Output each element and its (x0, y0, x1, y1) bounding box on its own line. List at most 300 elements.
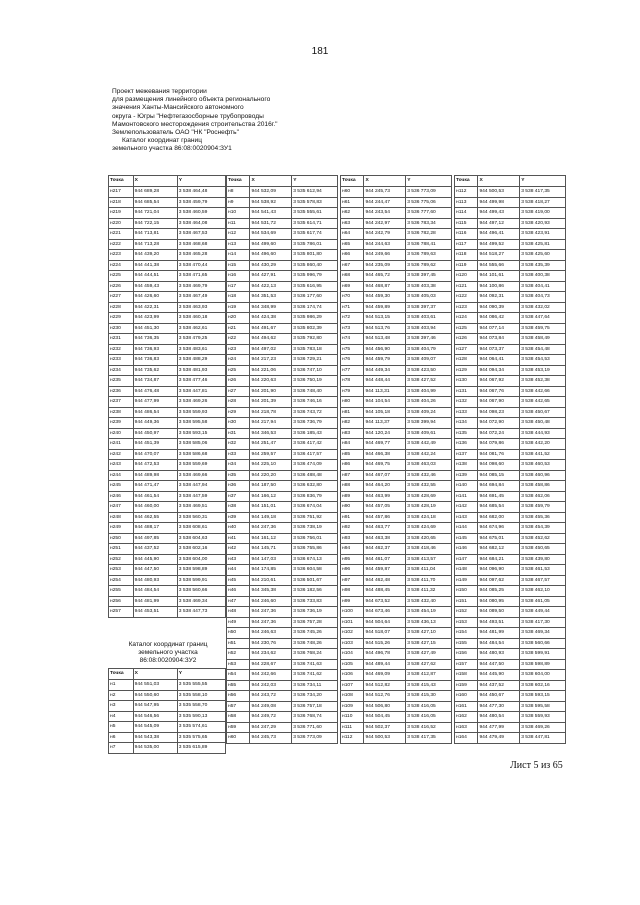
catalog2-title (108, 641, 228, 665)
y-coordinate-cell: 3 538 411,04 (406, 565, 452, 576)
y-coordinate-cell: 3 535 802,39 (292, 323, 338, 334)
x-coordinate-cell: 944 673,46 (364, 607, 406, 618)
column-header: Точка (227, 176, 250, 187)
y-coordinate-cell: 3 538 470,44 (177, 260, 225, 271)
y-coordinate-cell: 3 535 612,94 (292, 187, 338, 198)
point-id-cell: н100 (341, 607, 364, 618)
point-id-cell: н155 (455, 638, 478, 649)
y-coordinate-cell: 3 536 751,92 (292, 512, 338, 523)
point-id-cell: н252 (109, 554, 134, 565)
table-row (227, 292, 338, 303)
table-row (227, 439, 338, 450)
y-coordinate-cell: 3 538 419,00 (520, 208, 566, 219)
x-coordinate-cell: 944 484,54 (133, 586, 177, 597)
table-row (227, 260, 338, 271)
x-coordinate-cell: 944 494,62 (250, 334, 292, 345)
table-row (227, 239, 338, 250)
table-row (341, 533, 452, 544)
point-id-cell: н12 (227, 229, 250, 240)
y-coordinate-cell: 3 538 585,06 (177, 439, 225, 450)
table-header-row (109, 176, 226, 187)
x-coordinate-cell: 944 210,61 (250, 575, 292, 586)
point-id-cell: н94 (341, 544, 364, 555)
x-coordinate-cell: 944 259,57 (250, 449, 292, 460)
table-row (109, 439, 226, 450)
table-row (455, 733, 566, 744)
table-row (455, 187, 566, 198)
table-row (341, 323, 452, 334)
y-coordinate-cell: 3 538 595,58 (520, 701, 566, 712)
point-id-cell: н239 (109, 418, 134, 429)
table-row (341, 491, 452, 502)
y-coordinate-cell: 3 536 604,58 (292, 565, 338, 576)
point-id-cell: н246 (109, 491, 134, 502)
x-coordinate-cell: 944 064,41 (478, 355, 520, 366)
table-row (109, 239, 226, 250)
y-coordinate-cell: 3 538 416,05 (406, 712, 452, 723)
y-coordinate-cell: 3 536 756,01 (292, 533, 338, 544)
table-row (455, 344, 566, 355)
point-id-cell: н238 (109, 407, 134, 418)
y-coordinate-cell: 3 536 741,63 (292, 659, 338, 670)
point-id-cell: н220 (109, 218, 134, 229)
y-coordinate-cell: 3 538 464,48 (177, 187, 225, 198)
table-row (227, 407, 338, 418)
x-coordinate-cell: 944 242,03 (250, 680, 292, 691)
table-row (455, 701, 566, 712)
y-coordinate-cell: 3 538 468,68 (177, 239, 225, 250)
y-coordinate-cell: 3 538 423,50 (406, 365, 452, 376)
y-coordinate-cell: 3 538 447,94 (177, 481, 225, 492)
x-coordinate-cell: 944 463,38 (364, 533, 406, 544)
y-coordinate-cell: 3 538 604,63 (177, 533, 225, 544)
header-line: Мамонтовского месторождения строительства 2016г." (112, 120, 278, 128)
y-coordinate-cell: 3 538 460,59 (177, 208, 225, 219)
y-coordinate-cell: 3 538 436,13 (406, 617, 452, 628)
table-row (109, 292, 226, 303)
y-coordinate-cell: 3 536 783,34 (406, 218, 452, 229)
column-header: Точка (455, 176, 478, 187)
y-coordinate-cell: 3 538 435,39 (520, 260, 566, 271)
y-coordinate-cell: 3 538 604,00 (520, 670, 566, 681)
x-coordinate-cell: 944 497,85 (133, 533, 177, 544)
point-id-cell: н33 (227, 449, 250, 460)
table-row (341, 302, 452, 313)
table-row (455, 481, 566, 492)
x-coordinate-cell: 944 067,76 (478, 386, 520, 397)
table-row (341, 712, 452, 723)
table-row (227, 691, 338, 702)
x-coordinate-cell: 944 459,79 (364, 355, 406, 366)
y-coordinate-cell: 3 536 734,20 (292, 691, 338, 702)
point-id-cell: н221 (109, 229, 134, 240)
x-coordinate-cell: 944 089,50 (478, 607, 520, 618)
column-header: X (133, 176, 177, 187)
point-id-cell: н102 (341, 628, 364, 639)
point-id-cell: н124 (455, 313, 478, 324)
point-id-cell: н26 (227, 376, 250, 387)
y-coordinate-cell: 3 538 442,66 (520, 386, 566, 397)
y-coordinate-cell: 3 538 420,65 (406, 533, 452, 544)
table-row (109, 732, 226, 743)
table-row (341, 344, 452, 355)
column-header: Y (406, 176, 452, 187)
point-id-cell: н117 (455, 239, 478, 250)
table-row (455, 638, 566, 649)
column-header: Точка (109, 176, 134, 187)
point-id-cell: н2 (109, 690, 134, 701)
x-coordinate-cell: 944 221,06 (250, 365, 292, 376)
point-id-cell: н61 (341, 197, 364, 208)
y-coordinate-cell: 3 536 674,13 (292, 554, 338, 565)
table-row (341, 722, 452, 733)
table-row (455, 659, 566, 670)
y-coordinate-cell: 3 535 615,89 (177, 743, 225, 754)
y-coordinate-cell: 3 538 593,15 (520, 691, 566, 702)
point-id-cell: н148 (455, 565, 478, 576)
table-row (341, 680, 452, 691)
y-coordinate-cell: 3 538 425,60 (520, 250, 566, 261)
y-coordinate-cell: 3 538 488,29 (177, 355, 225, 366)
y-coordinate-cell: 3 538 415,43 (406, 680, 452, 691)
y-coordinate-cell: 3 538 404,73 (520, 292, 566, 303)
x-coordinate-cell: 944 447,50 (133, 565, 177, 576)
table-row (109, 607, 226, 618)
x-coordinate-cell: 944 682,00 (478, 512, 520, 523)
table-row (109, 334, 226, 345)
x-coordinate-cell: 944 244,47 (364, 197, 406, 208)
point-id-cell: н150 (455, 586, 478, 597)
point-id-cell: н256 (109, 596, 134, 607)
x-coordinate-cell: 944 080,95 (478, 596, 520, 607)
x-coordinate-cell: 944 461,07 (364, 554, 406, 565)
table-row (455, 428, 566, 439)
column-header: Точка (109, 669, 134, 680)
y-coordinate-cell: 3 538 417,30 (520, 617, 566, 628)
table-row (227, 533, 338, 544)
x-coordinate-cell: 944 736,93 (133, 344, 177, 355)
table-row (109, 355, 226, 366)
point-id-cell: н93 (341, 533, 364, 544)
table-header-row (227, 176, 338, 187)
point-id-cell: н81 (341, 407, 364, 418)
point-id-cell: н84 (341, 439, 364, 450)
y-coordinate-cell: 3 538 467,57 (520, 575, 566, 586)
table-row (455, 512, 566, 523)
x-coordinate-cell: 944 345,38 (250, 586, 292, 597)
y-coordinate-cell: 3 538 560,66 (520, 638, 566, 649)
table-row (227, 344, 338, 355)
point-id-cell: н237 (109, 397, 134, 408)
y-coordinate-cell: 3 538 403,61 (406, 313, 452, 324)
table-row (341, 376, 452, 387)
column-header: X (364, 176, 406, 187)
y-coordinate-cell: 3 535 801,80 (292, 250, 338, 261)
y-coordinate-cell: 3 538 409,07 (406, 355, 452, 366)
table-row (341, 701, 452, 712)
point-id-cell: н142 (455, 502, 478, 513)
y-coordinate-cell: 3 538 427,10 (406, 628, 452, 639)
y-coordinate-cell: 3 536 789,63 (406, 250, 452, 261)
table-row (227, 376, 338, 387)
point-id-cell: н131 (455, 386, 478, 397)
y-coordinate-cell: 3 536 748,26 (292, 638, 338, 649)
x-coordinate-cell: 944 467,07 (364, 470, 406, 481)
point-id-cell: н253 (109, 565, 134, 576)
y-coordinate-cell: 3 535 578,83 (292, 197, 338, 208)
table-row (455, 544, 566, 555)
table-row (455, 229, 566, 240)
point-id-cell: н228 (109, 302, 134, 313)
point-id-cell: н77 (341, 365, 364, 376)
x-coordinate-cell: 944 488,45 (364, 586, 406, 597)
x-coordinate-cell: 944 496,78 (364, 649, 406, 660)
point-id-cell: н107 (341, 680, 364, 691)
point-id-cell: н58 (227, 712, 250, 723)
point-id-cell: н66 (341, 250, 364, 261)
table-row (341, 292, 452, 303)
point-id-cell: н57 (227, 701, 250, 712)
table-row (341, 355, 452, 366)
point-id-cell: н105 (341, 659, 364, 670)
x-coordinate-cell: 944 424,38 (250, 313, 292, 324)
y-coordinate-cell: 3 538 439,80 (520, 554, 566, 565)
table-row (109, 680, 226, 691)
table-row (109, 302, 226, 313)
x-coordinate-cell: 944 682,12 (478, 544, 520, 555)
point-id-cell: н52 (227, 649, 250, 660)
table-row (455, 260, 566, 271)
point-id-cell: н48 (227, 607, 250, 618)
point-id-cell: н218 (109, 197, 134, 208)
point-id-cell: н106 (341, 670, 364, 681)
x-coordinate-cell: 944 543,38 (133, 732, 177, 743)
table-row (455, 491, 566, 502)
table-row (109, 250, 226, 261)
table-row (341, 649, 452, 660)
x-coordinate-cell: 944 481,99 (133, 596, 177, 607)
y-coordinate-cell: 3 535 555,61 (292, 208, 338, 219)
y-coordinate-cell: 3 538 458,49 (520, 334, 566, 345)
table-row (341, 449, 452, 460)
point-id-cell: н163 (455, 722, 478, 733)
y-coordinate-cell: 3 535 617,74 (292, 229, 338, 240)
catalog2-title-line2: земельного участка (138, 649, 198, 656)
table-row (341, 208, 452, 219)
point-id-cell: н74 (341, 334, 364, 345)
x-coordinate-cell: 944 081,76 (478, 449, 520, 460)
x-coordinate-cell: 944 504,64 (364, 617, 406, 628)
point-id-cell: н227 (109, 292, 134, 303)
point-id-cell: н75 (341, 344, 364, 355)
point-id-cell: н232 (109, 344, 134, 355)
x-coordinate-cell: 944 437,52 (478, 680, 520, 691)
point-id-cell: н138 (455, 460, 478, 471)
point-id-cell: н14 (227, 250, 250, 261)
table-row (455, 218, 566, 229)
point-id-cell: н80 (341, 397, 364, 408)
table-row (227, 502, 338, 513)
y-coordinate-cell: 3 538 454,48 (520, 344, 566, 355)
point-id-cell: н50 (227, 628, 250, 639)
y-coordinate-cell: 3 538 483,61 (177, 344, 225, 355)
point-id-cell: н21 (227, 323, 250, 334)
table-row (227, 428, 338, 439)
table-row (455, 691, 566, 702)
point-id-cell: н139 (455, 470, 478, 481)
point-id-cell: н152 (455, 607, 478, 618)
y-coordinate-cell: 3 538 418,27 (520, 197, 566, 208)
table-row (341, 397, 452, 408)
x-coordinate-cell: 944 249,72 (250, 712, 292, 723)
x-coordinate-cell: 944 246,60 (250, 596, 292, 607)
point-id-cell: н226 (109, 281, 134, 292)
table-row (227, 586, 338, 597)
x-coordinate-cell: 944 077,14 (478, 323, 520, 334)
table-row (455, 596, 566, 607)
point-id-cell: н158 (455, 670, 478, 681)
point-id-cell: н40 (227, 523, 250, 534)
point-id-cell: н17 (227, 281, 250, 292)
y-coordinate-cell: 3 536 771,60 (292, 722, 338, 733)
y-coordinate-cell: 3 538 404,41 (520, 281, 566, 292)
table-row (341, 313, 452, 324)
x-coordinate-cell: 944 486,54 (133, 407, 177, 418)
x-coordinate-cell: 944 504,45 (364, 712, 406, 723)
point-id-cell: н65 (341, 239, 364, 250)
table-row (227, 544, 338, 555)
table-row (227, 187, 338, 198)
y-coordinate-cell: 3 538 602,16 (520, 680, 566, 691)
point-id-cell: н122 (455, 292, 478, 303)
y-coordinate-cell: 3 535 558,10 (177, 690, 225, 701)
y-coordinate-cell: 3 538 447,64 (520, 313, 566, 324)
table-row (455, 470, 566, 481)
x-coordinate-cell: 944 541,43 (250, 208, 292, 219)
y-coordinate-cell: 3 538 432,02 (520, 302, 566, 313)
point-id-cell: н243 (109, 460, 134, 471)
table-row (109, 491, 226, 502)
y-coordinate-cell: 3 538 462,06 (520, 491, 566, 502)
y-coordinate-cell: 3 538 417,35 (406, 733, 452, 744)
table-row (455, 607, 566, 618)
header-line: Землепользователь ОАО "НК "Роснефть" (112, 129, 239, 137)
point-id-cell: н111 (341, 722, 364, 733)
x-coordinate-cell: 944 496,41 (478, 229, 520, 240)
y-coordinate-cell: 3 536 741,62 (292, 670, 338, 681)
x-coordinate-cell: 944 105,18 (364, 407, 406, 418)
point-id-cell: н236 (109, 386, 134, 397)
x-coordinate-cell: 944 451,30 (133, 323, 177, 334)
point-id-cell: н62 (341, 208, 364, 219)
table-row (341, 670, 452, 681)
point-id-cell: н103 (341, 638, 364, 649)
point-id-cell: н76 (341, 355, 364, 366)
point-id-cell: н129 (455, 365, 478, 376)
point-id-cell: н248 (109, 512, 134, 523)
point-id-cell: н89 (341, 491, 364, 502)
y-coordinate-cell: 3 538 432,40 (406, 596, 452, 607)
point-id-cell: н242 (109, 449, 134, 460)
x-coordinate-cell: 944 465,72 (364, 271, 406, 282)
point-id-cell: н25 (227, 365, 250, 376)
y-coordinate-cell: 3 536 734,11 (292, 680, 338, 691)
point-id-cell: н63 (341, 218, 364, 229)
point-id-cell: н7 (109, 743, 134, 754)
table-row (109, 229, 226, 240)
y-coordinate-cell: 3 538 409,24 (406, 407, 452, 418)
x-coordinate-cell: 944 472,53 (133, 460, 177, 471)
point-id-cell: н60 (227, 733, 250, 744)
table-row (109, 460, 226, 471)
y-coordinate-cell: 3 538 467,53 (177, 229, 225, 240)
table-row (109, 586, 226, 597)
point-id-cell: н225 (109, 271, 134, 282)
y-coordinate-cell: 3 538 424,18 (406, 512, 452, 523)
header-line: для размещения линейного объекта регионального (112, 96, 271, 104)
x-coordinate-cell: 944 499,98 (478, 197, 520, 208)
y-coordinate-cell: 3 538 595,58 (177, 418, 225, 429)
x-coordinate-cell: 944 468,87 (364, 281, 406, 292)
y-coordinate-cell: 3 538 428,19 (406, 502, 452, 513)
catalog2-title-line3: 86:08:0020904:ЗУ2 (139, 657, 197, 664)
point-id-cell: н27 (227, 386, 250, 397)
table-row (341, 260, 452, 271)
point-id-cell: н51 (227, 638, 250, 649)
table-row (109, 386, 226, 397)
point-id-cell: н156 (455, 649, 478, 660)
x-coordinate-cell: 944 515,26 (364, 638, 406, 649)
y-coordinate-cell: 3 538 453,19 (520, 365, 566, 376)
point-id-cell: н118 (455, 250, 478, 261)
y-coordinate-cell: 3 538 469,34 (520, 628, 566, 639)
y-coordinate-cell: 3 535 614,71 (292, 218, 338, 229)
x-coordinate-cell: 944 247,36 (250, 523, 292, 534)
y-coordinate-cell: 3 538 602,16 (177, 544, 225, 555)
point-id-cell: н119 (455, 260, 478, 271)
x-coordinate-cell: 944 694,84 (478, 481, 520, 492)
point-id-cell: н19 (227, 302, 250, 313)
point-id-cell: н15 (227, 260, 250, 271)
x-coordinate-cell: 944 242,97 (364, 218, 406, 229)
table-row (227, 617, 338, 628)
x-coordinate-cell: 944 457,05 (364, 502, 406, 513)
x-coordinate-cell: 944 546,56 (133, 711, 177, 722)
y-coordinate-cell: 3 536 747,10 (292, 365, 338, 376)
point-id-cell: н113 (455, 197, 478, 208)
x-coordinate-cell: 944 422,31 (133, 302, 177, 313)
table-row (341, 386, 452, 397)
y-coordinate-cell: 3 536 488,48 (292, 470, 338, 481)
y-coordinate-cell: 3 538 559,69 (177, 460, 225, 471)
table-row (455, 523, 566, 534)
coordinates-table-col4 (454, 175, 566, 744)
point-id-cell: н46 (227, 586, 250, 597)
table-row (455, 313, 566, 324)
y-coordinate-cell: 3 538 447,81 (177, 386, 225, 397)
table-row (227, 701, 338, 712)
coordinates-table-zu2 (108, 668, 226, 754)
y-coordinate-cell: 3 538 454,19 (406, 607, 452, 618)
y-coordinate-cell: 3 535 860,40 (292, 260, 338, 271)
x-coordinate-cell: 944 147,03 (250, 554, 292, 565)
table-row (227, 628, 338, 639)
x-coordinate-cell: 944 555,66 (478, 260, 520, 271)
point-id-cell: н87 (341, 470, 364, 481)
point-id-cell: н91 (341, 512, 364, 523)
table-row (455, 292, 566, 303)
header-line: значения Ханты-Мансийского автономного (112, 104, 244, 112)
